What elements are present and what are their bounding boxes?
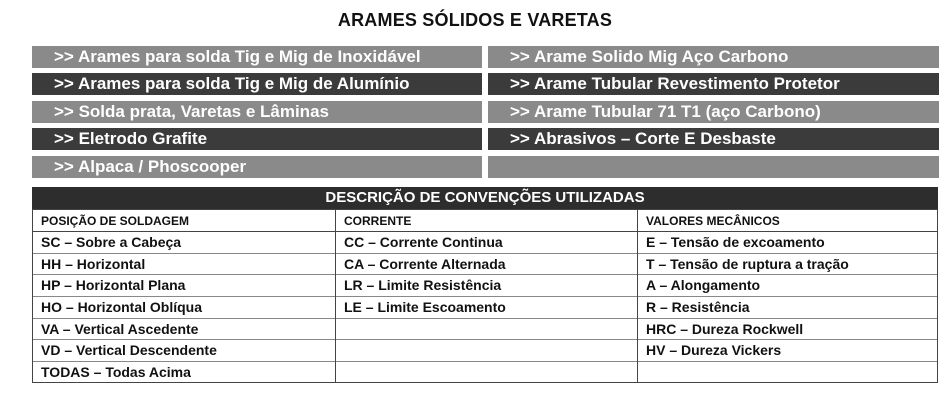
menu-link-eletrodo-grafite[interactable]: >> Eletrodo Grafite	[32, 128, 482, 150]
list-item: HRC – Dureza Rockwell	[638, 319, 937, 341]
list-item: T – Tensão de ruptura a tração	[638, 254, 937, 276]
list-item	[336, 319, 637, 341]
list-item: CC – Corrente Continua	[336, 232, 637, 254]
list-item: CA – Corrente Alternada	[336, 254, 637, 276]
list-item: R – Resistência	[638, 297, 937, 319]
list-item: SC – Sobre a Cabeça	[33, 232, 335, 254]
menu-link-solda-prata[interactable]: >> Solda prata, Varetas e Lâminas	[32, 101, 482, 123]
conventions-legend	[32, 187, 938, 383]
list-item	[336, 340, 637, 362]
list-item: HH – Horizontal	[33, 254, 335, 276]
list-item: TODAS – Todas Acima	[41, 364, 191, 381]
list-item: LE – Limite Escoamento	[336, 297, 637, 319]
column-header-valores: VALORES MECÂNICOS	[638, 210, 937, 232]
list-item: LR – Limite Resistência	[336, 275, 637, 297]
legend-heading: DESCRIÇÃO DE CONVENÇÕES UTILIZADAS	[32, 187, 938, 209]
menu-link-arame-tubular-revestimento[interactable]: >> Arame Tubular Revestimento Protetor	[488, 73, 939, 95]
list-item: HP – Horizontal Plana	[33, 275, 335, 297]
list-item	[638, 362, 937, 384]
column-posicao	[33, 232, 336, 382]
page-title: ARAMES SÓLIDOS E VARETAS	[337, 10, 613, 30]
list-item: A – Alongamento	[638, 275, 937, 297]
list-item: HO – Horizontal Oblíqua	[33, 297, 335, 319]
column-corrente	[336, 232, 638, 382]
list-item: HV – Dureza Vickers	[638, 340, 937, 362]
menu-link-alpaca[interactable]: >> Alpaca / Phoscooper	[32, 156, 482, 178]
column-valores	[638, 232, 937, 382]
menu-link-aluminio[interactable]: >> Arames para solda Tig e Mig de Alumínio	[32, 73, 482, 95]
product-menu	[32, 46, 939, 182]
column-header-corrente: CORRENTE	[336, 210, 638, 232]
legend-table	[32, 209, 938, 383]
menu-link-inox[interactable]: >> Arames para solda Tig e Mig de Inoxidável	[32, 46, 482, 68]
menu-link-arame-tubular-71t1[interactable]: >> Arame Tubular 71 T1 (aço Carbono)	[488, 101, 939, 123]
menu-link-abrasivos[interactable]: >> Abrasivos – Corte E Desbaste	[488, 128, 939, 150]
column-header-posicao: POSIÇÃO DE SOLDAGEM	[33, 210, 336, 232]
list-item: VD – Vertical Descendente	[33, 340, 335, 362]
list-item: E – Tensão de excoamento	[638, 232, 937, 254]
list-item: VA – Vertical Ascedente	[33, 319, 335, 341]
list-item	[336, 362, 637, 384]
menu-link-arame-solido[interactable]: >> Arame Solido Mig Aço Carbono	[488, 46, 939, 68]
menu-empty-cell	[488, 156, 939, 178]
